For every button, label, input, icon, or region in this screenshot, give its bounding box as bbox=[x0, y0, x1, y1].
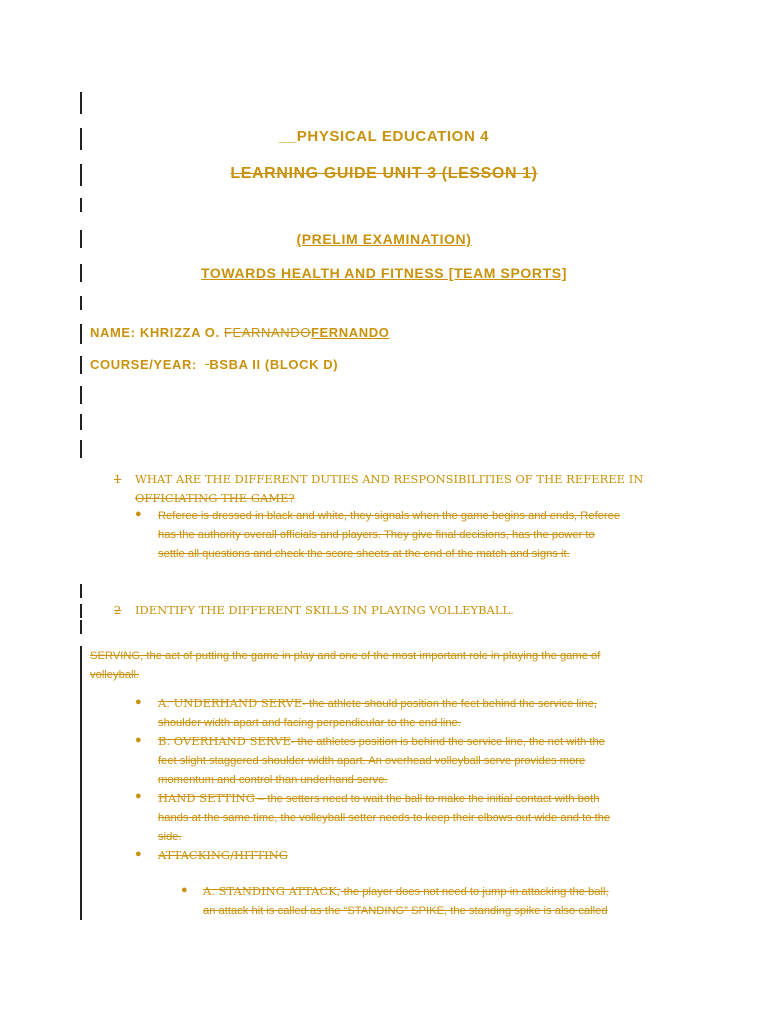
name-line bbox=[90, 325, 389, 340]
skill-overhand-line1: - the athletes position is behind the service line, the net with the bbox=[290, 736, 605, 748]
question-1-line2-text: OFFICIATING THE GAME? bbox=[135, 491, 295, 505]
question-2-number: 2 bbox=[114, 603, 122, 617]
name-label: NAME: bbox=[90, 325, 136, 340]
guide-title-text: LEARNING GUIDE UNIT 3 (LESSON 1) bbox=[230, 165, 538, 182]
skill-hand-setting-title: HAND SETTING bbox=[158, 791, 255, 805]
bullet-icon: ● bbox=[135, 508, 142, 520]
bullet-icon: ● bbox=[181, 884, 188, 896]
skill-underhand-line1: - the athlete should position the feet behind the service line, bbox=[302, 698, 597, 710]
course-year-label: COURSE/YEAR: bbox=[90, 357, 197, 372]
course-title bbox=[0, 128, 768, 145]
question-1-line1: WHAT ARE THE DIFFERENT DUTIES AND RESPONSIBILITIES OF THE REFEREE IN bbox=[135, 472, 644, 486]
skill-attacking bbox=[158, 846, 288, 865]
bullet-icon: ● bbox=[135, 734, 142, 746]
skill-overhand-serve bbox=[158, 732, 678, 790]
revision-bar bbox=[80, 414, 82, 430]
skill-underhand-serve bbox=[158, 694, 678, 733]
standing-attack-line1: the player does not need to jump in attacking the ball, bbox=[340, 886, 609, 898]
revision-bar bbox=[80, 356, 82, 374]
question-1 bbox=[114, 470, 684, 489]
revision-bar bbox=[80, 92, 82, 114]
skill-hand-setting-line2: hands at the same time, the volleyball setter needs to keep their elbows out wide and to the bbox=[158, 812, 611, 824]
skill-hand-setting-line1: – the setters need to wait the ball to make the initial contact with both bbox=[254, 793, 600, 805]
course-title-text: __PHYSICAL EDUCATION 4 bbox=[278, 128, 490, 145]
topic-title-text: TOWARDS HEALTH AND FITNESS [TEAM SPORTS] bbox=[201, 265, 567, 281]
name-first: KHRIZZA O. bbox=[139, 325, 220, 340]
revision-bar bbox=[80, 386, 82, 404]
exam-title-text: (PRELIM EXAMINATION) bbox=[296, 231, 472, 247]
revision-bar bbox=[80, 646, 82, 920]
serving-line2: volleyball. bbox=[90, 669, 140, 681]
question-1-number: 1 bbox=[114, 472, 122, 486]
name-inserted: FERNANDO bbox=[310, 325, 390, 340]
name-deleted: FEARNANDO bbox=[223, 325, 311, 340]
course-year-value: BSBA II (BLOCK D) bbox=[209, 357, 339, 372]
bullet-icon: ● bbox=[135, 848, 142, 860]
question-1-line2 bbox=[135, 489, 295, 508]
standing-attack-title: A. STANDING ATTACK, bbox=[203, 884, 341, 898]
serving-intro bbox=[90, 647, 678, 685]
standing-attack-line2: an attack hit is called as the “STANDING” SPIKE, the standing spike is also called bbox=[203, 905, 608, 917]
guide-title bbox=[0, 165, 768, 183]
sub-skill-standing-attack bbox=[203, 882, 679, 921]
revision-bar bbox=[80, 324, 82, 344]
skill-overhand-line3: momentum and control than underhand serve. bbox=[158, 774, 388, 786]
revision-bar bbox=[80, 296, 82, 310]
bullet-icon: ● bbox=[135, 696, 142, 708]
skill-underhand-title: A. UNDERHAND SERVE bbox=[158, 696, 303, 710]
skill-underhand-line2: shoulder width apart and facing perpendicular to the end line. bbox=[158, 717, 461, 729]
course-year-line bbox=[90, 357, 338, 372]
revision-bar bbox=[80, 584, 82, 598]
skill-hand-setting bbox=[158, 789, 678, 847]
revision-bar bbox=[80, 604, 82, 618]
question-2 bbox=[114, 601, 514, 620]
answer-1-line1: Referee is dressed in black and white, they signals when the game begins and ends, Referee bbox=[158, 510, 621, 522]
answer-1-line3: settle all questions and check the score sheets at the end of the match and signs it. bbox=[158, 548, 570, 560]
skill-hand-setting-line3: side. bbox=[158, 831, 182, 843]
serving-line1: , the act of putting the game in play and one of the most important role in playing the game of bbox=[140, 650, 601, 662]
skill-attacking-title: ATTACKING/HITTING bbox=[158, 848, 288, 862]
topic-title bbox=[0, 265, 768, 281]
revision-bar bbox=[80, 440, 82, 458]
answer-1 bbox=[158, 507, 678, 564]
exam-title bbox=[0, 231, 768, 247]
question-2-line1: IDENTIFY THE DIFFERENT SKILLS IN PLAYING VOLLEYBALL. bbox=[135, 603, 514, 617]
serving-term: SERVING bbox=[90, 650, 141, 662]
skill-overhand-line2: feet slight staggered shoulder width apart. An overhead volleyball serve provides more bbox=[158, 755, 586, 767]
skill-overhand-title: B. OVERHAND SERVE bbox=[158, 734, 291, 748]
bullet-icon: ● bbox=[135, 790, 142, 802]
revision-bar bbox=[80, 620, 82, 634]
answer-1-line2: has the authority overall officials and players. They give final decisions, has the power to bbox=[158, 529, 595, 541]
revision-bar bbox=[80, 198, 82, 212]
